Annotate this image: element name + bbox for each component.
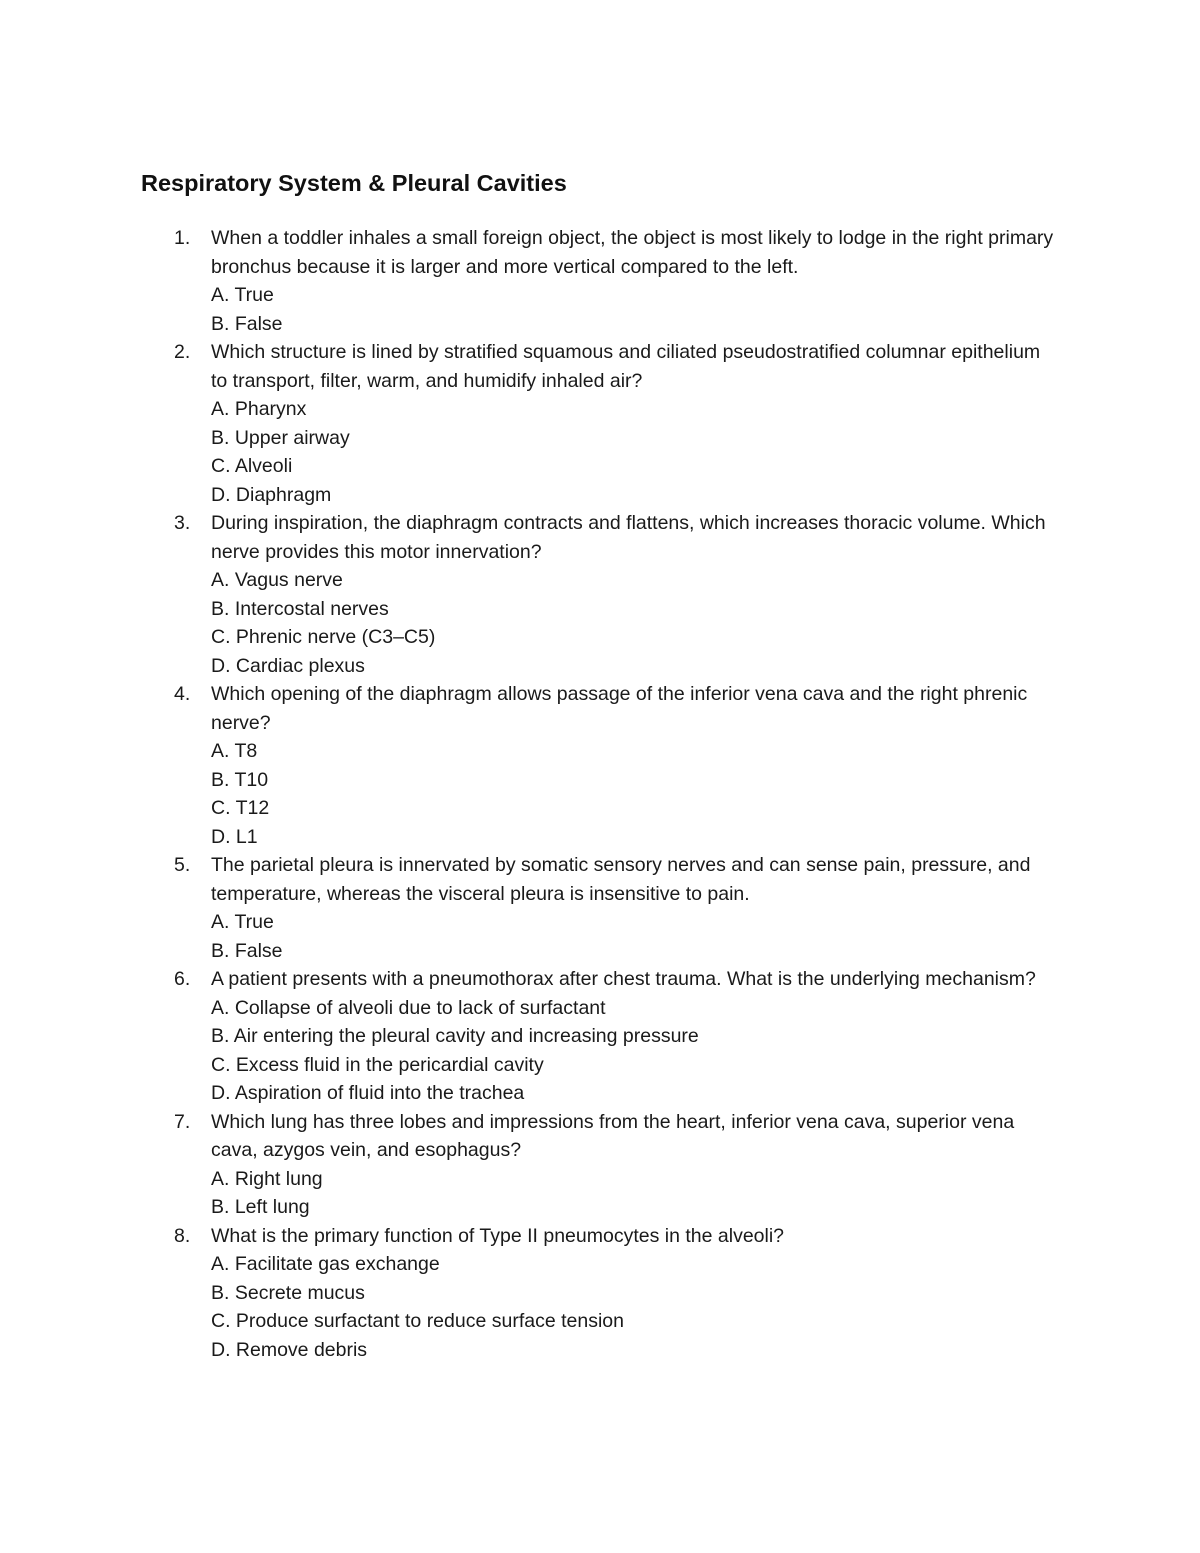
answer-option: D. L1 xyxy=(211,825,258,848)
answer-option: B. False xyxy=(211,312,283,335)
question-body xyxy=(211,1222,1061,1365)
question-text: Which lung has three lobes and impressions from the heart, inferior vena cava, superior vena cava, azygos vein, and esophagus? xyxy=(211,1110,1015,1161)
answer-option: B. T10 xyxy=(211,768,269,791)
question-item xyxy=(0,1108,1200,1222)
question-body xyxy=(211,965,1061,1108)
question-item xyxy=(0,224,1200,338)
answer-option: B. Air entering the pleural cavity and increasing pressure xyxy=(211,1025,699,1047)
question-body xyxy=(211,680,1061,851)
question-body xyxy=(211,851,1061,965)
question-text: A patient presents with a pneumothorax after chest trauma. What is the underlying mechanism? xyxy=(211,968,1036,990)
question-text: Which opening of the diaphragm allows passage of the inferior vena cava and the right phrenic nerve? xyxy=(211,683,1028,734)
question-text: What is the primary function of Type II pneumocytes in the alveoli? xyxy=(211,1224,785,1247)
question-item xyxy=(0,680,1200,851)
answer-option: B. Intercostal nerves xyxy=(211,597,389,620)
answer-options xyxy=(211,281,1061,338)
answer-option: A. Vagus nerve xyxy=(211,569,343,591)
question-number: 2. xyxy=(174,341,191,363)
question-item xyxy=(0,509,1200,680)
question-body xyxy=(211,1108,1061,1222)
question-number: 6. xyxy=(174,968,191,990)
question-body xyxy=(211,338,1061,509)
answer-options xyxy=(211,908,1061,965)
question-text: When a toddler inhales a small foreign object, the object is most likely to lodge in the right primary bronchus because it is larger and more vertical compared to the left. xyxy=(211,227,1054,278)
answer-option: C. T12 xyxy=(211,797,270,819)
page-title: Respiratory System & Pleural Cavities xyxy=(141,170,567,196)
answer-option: D. Aspiration of fluid into the trachea xyxy=(211,1082,525,1104)
answer-option: D. Remove debris xyxy=(211,1338,368,1361)
answer-options xyxy=(211,566,1061,680)
answer-option: A. Pharynx xyxy=(211,398,307,420)
answer-options xyxy=(211,994,1061,1108)
answer-option: A. True xyxy=(211,284,274,306)
question-text: The parietal pleura is innervated by somatic sensory nerves and can sense pain, pressure, and temperature, whereas the visceral pleura is insensitive to pain. xyxy=(211,854,1031,905)
answer-options xyxy=(211,1250,1061,1364)
answer-option: B. Left lung xyxy=(211,1196,310,1218)
answer-option: D. Cardiac plexus xyxy=(211,654,365,677)
answer-options xyxy=(211,737,1061,851)
answer-option: B. False xyxy=(211,939,283,962)
question-number: 5. xyxy=(174,854,191,876)
answer-option: A. True xyxy=(211,911,274,933)
question-number: 4. xyxy=(174,683,191,705)
answer-option: C. Excess fluid in the pericardial cavity xyxy=(211,1053,544,1076)
question-list xyxy=(0,224,1200,1364)
question-number: 3. xyxy=(174,512,191,534)
answer-option: B. Secrete mucus xyxy=(211,1281,365,1304)
answer-option: A. Right lung xyxy=(211,1167,323,1190)
question-body xyxy=(211,509,1061,680)
question-number: 8. xyxy=(174,1224,191,1247)
answer-option: C. Phrenic nerve (C3–C5) xyxy=(211,626,436,648)
answer-option: C. Alveoli xyxy=(211,455,293,477)
question-text: Which structure is lined by stratified squamous and ciliated pseudostratified columnar epithelium to transport, filter, warm, and humidify inhaled air? xyxy=(211,341,1041,392)
question-number: 1. xyxy=(174,227,191,249)
question-item xyxy=(0,1222,1200,1365)
answer-options xyxy=(211,395,1061,509)
question-item xyxy=(0,338,1200,509)
answer-option: C. Produce surfactant to reduce surface tension xyxy=(211,1310,624,1332)
answer-option: A. Collapse of alveoli due to lack of surfactant xyxy=(211,996,606,1019)
question-body xyxy=(211,224,1061,338)
answer-option: A. T8 xyxy=(211,740,258,762)
question-item xyxy=(0,965,1200,1108)
answer-option: A. Facilitate gas exchange xyxy=(211,1253,440,1275)
question-item xyxy=(0,851,1200,965)
question-text: During inspiration, the diaphragm contracts and flattens, which increases thoracic volume. Which nerve provides this motor innervation? xyxy=(211,512,1046,563)
answer-option: B. Upper airway xyxy=(211,426,350,449)
answer-options xyxy=(211,1165,1061,1222)
answer-option: D. Diaphragm xyxy=(211,483,332,506)
question-number: 7. xyxy=(174,1110,191,1133)
